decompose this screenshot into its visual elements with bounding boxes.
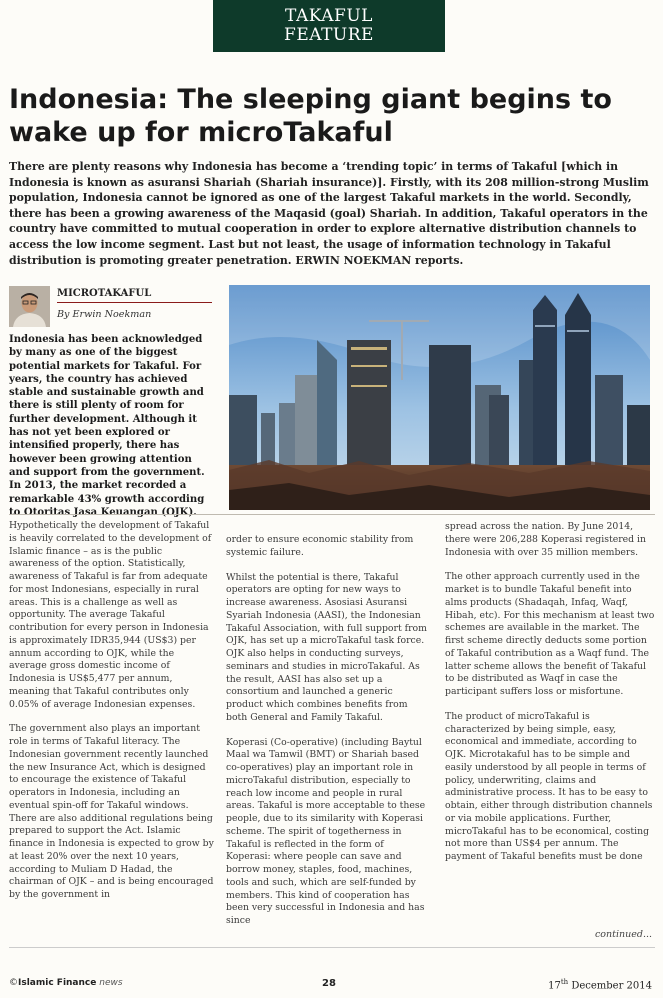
article-title: Indonesia: The sleeping giant begins to wake up for microTakaful: [9, 84, 612, 148]
skyline-photo: [229, 285, 650, 510]
body-paragraph: The product of microTakaful is characterized by being simple, easy, economical and immediate, according to OJK. Microtakaful has to be simple and easily understood by all people in terms of policy, underwriting, claims and administrative process. It has to be easy to obtain, either through distribution channels or via mobile applications. Further, microTakaful has to be economical, costing not more than US$4 per annum. The payment of Takaful benefits must be done: [445, 710, 653, 862]
author-photo: [9, 286, 50, 327]
byline: By Erwin Noekman: [57, 309, 152, 320]
body-paragraph: spread across the nation. By June 2014, there were 206,288 Koperasi registered in Indonesia with over 35 million members.: [445, 521, 647, 558]
badge-line-2: FEATURE: [284, 25, 374, 45]
continued-label: continued...: [594, 929, 652, 940]
copyright-icon: ©: [9, 978, 18, 988]
badge-line-1: TAKAFUL: [285, 6, 373, 26]
issue-day-suffix: th: [560, 978, 569, 986]
feature-badge: [213, 0, 445, 52]
body-paragraph: Hypothetically the development of Takaful is heavily correlated to the development of Islamic finance – as is the public awareness of the option. Statistically, awareness of Takaful is far from adequate for most Indonesians, especially in rural areas. This is a challenge as well as opportunity. The average Takaful contribution for every person in Indonesia is approximately IDR35,944 (US$3) per annum according to OJK, while the average gross domestic income of Indonesia is US$5,477 per annum, meaning that Takaful contributes only 0.05% of average Indonesian expenses.: [9, 520, 212, 710]
body-column-3: [445, 521, 655, 876]
author-divider: [57, 302, 212, 303]
body-paragraph: order to ensure economic stability from systemic failure.: [226, 534, 414, 558]
jakarta-skyline-photo-icon: [229, 285, 650, 510]
body-paragraph: Koperasi (Co-operative) (including Baytul Maal wa Tamwil (BMT) or Shariah based co-operatives) play an important role in microTakaful distribution, especially to reach low income and people in rural areas. Takaful is more acceptable to these people, due to its similarity with Koperasi scheme. The spirit of togetherness in Takaful is reflected in the form of Koperasi: where people can save and borrow money, staples, food, machines, tools and such, which are self-funded by members. This kind of cooperation has been very successful in Indonesia and has since: [226, 736, 426, 926]
section-label: MICROTAKAFUL: [57, 288, 152, 299]
footer-divider: [9, 947, 655, 948]
issue-month-year: December 2014: [571, 980, 652, 992]
article-standfirst: There are plenty reasons why Indonesia has become a ‘trending topic’ in terms of Takaful [which in Indonesia is known as asuransi Shariah (Shariah insurance)]. Firstly, with its 208 million-strong Muslim population, Indonesia cannot be ignored as one of the largest Takaful markets in the world. Secondly, there has been a growing awareness of the Maqasid (goal) Shariah. In addition, Takaful operators in the country have committed to mutual cooperation in order to explore alternative distribution channels to access the low income segment. Last but not least, the usage of information technology in Takaful distribution is promoting greater penetration. ERWIN NOEKMAN reports.: [9, 160, 649, 267]
page-number: 28: [322, 978, 336, 989]
body-column-2: [226, 534, 431, 940]
intro-paragraph: Indonesia has been acknowledged by many as one of the biggest potential markets for Takaful. For years, the country has achieved stable and sustainable growth and there is still plenty of room for further development. Although it has not yet been explored or intensified properly, there has however been growing attention and support from the government. In 2013, the market recorded a remarkable 43% growth according to Otoritas Jasa Keuangan (OJK).: [9, 334, 205, 518]
brand-suffix: news: [99, 978, 123, 988]
body-paragraph: The other approach currently used in the market is to bundle Takaful benefit into alms products (Shadaqah, Infaq, Waqf, Hibah, etc). For this mechanism at least two schemes are available in the market. The first scheme directly deducts some portion of Takaful contribution as a Waqf fund. The latter scheme allows the benefit of Takaful to be distributed as Waqf in case the participant suffers loss or misfortune.: [445, 571, 655, 697]
body-paragraph: The government also plays an important role in terms of Takaful literacy. The Indonesian government recently launched the new Insurance Act, which is designed to encourage the existence of Takaful operators in Indonesia, including an eventual spin-off for Takaful windows. There are also additional regulations being prepared to support the Act. Islamic finance in Indonesia is expected to grow by at least 20% over the next 10 years, according to Muliam D Hadad, the chairman of OJK – and is being encouraged by the government in: [9, 723, 214, 900]
issue-date: [548, 978, 652, 991]
author-portrait-icon: [9, 286, 50, 327]
body-paragraph: Whilst the potential is there, Takaful operators are opting for new ways to increase awareness. Asosiasi Asuransi Syariah Indonesia (AASI), the Indonesian Takaful Association, with full support from OJK, has set up a microTakaful task force. OJK also helps in conducting surveys, seminars and studies in microTakaful. As the result, AASI has also set up a consortium and launched a generic product which combines benefits from both General and Family Takaful.: [226, 571, 427, 723]
brand-name: Islamic Finance: [18, 978, 97, 988]
body-column-1: [9, 520, 214, 914]
body-separator: [9, 514, 655, 515]
issue-day: 17: [548, 980, 561, 992]
publication-brand: [9, 978, 123, 988]
